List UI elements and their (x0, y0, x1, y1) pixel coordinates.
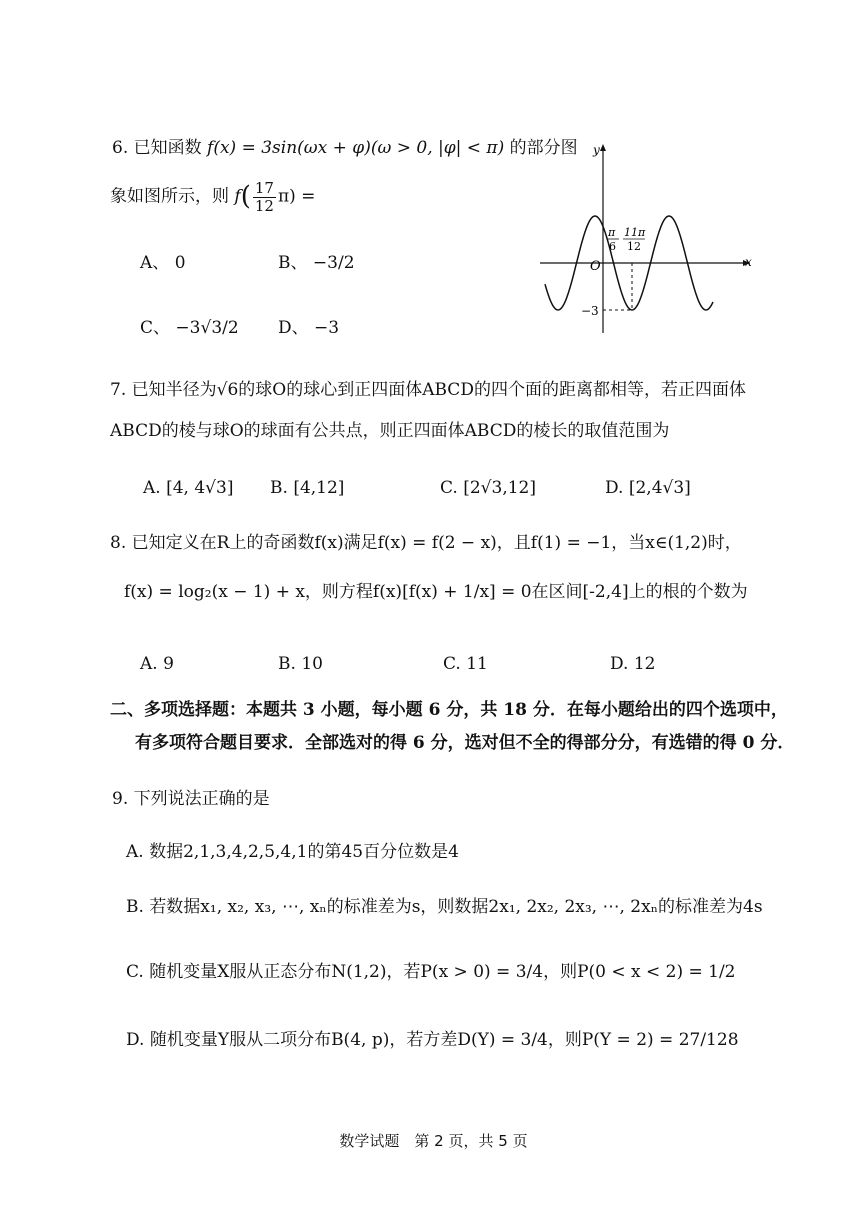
q6-f-symbol: f (234, 186, 241, 207)
q6-option-c[interactable]: C、 −3√3/2 (140, 318, 239, 338)
q9-option-a[interactable]: A. 数据2,1,3,4,2,5,4,1的第45百分位数是4 (126, 842, 459, 862)
page-footer: 数学试题 第 2 页，共 5 页 (339, 1132, 528, 1150)
q6-number: 6. (112, 138, 129, 158)
q7-line1 (110, 380, 746, 400)
q7-number: 7. (110, 380, 127, 400)
q6-option-a[interactable]: A、 0 (140, 253, 186, 273)
y-axis-arrow-icon (600, 144, 606, 151)
q7-option-d[interactable]: D. [2,4√3] (605, 478, 691, 498)
origin-label: O (590, 259, 601, 274)
q8-line2 (124, 582, 748, 602)
q9-text: 下列说法正确的是 (133, 789, 270, 809)
q7-text-line1: 已知半径为√6的球O的球心到正四面体ABCD的四个面的距离都相等，若正四面体 (131, 380, 746, 400)
q6-text-b: 的部分图 (509, 138, 578, 158)
x-axis-label: x (745, 255, 752, 269)
q6-function: f(x) = 3sin(ωx + φ)(ω > 0, |φ| < π) (207, 138, 505, 158)
q8-option-b[interactable]: B. 10 (278, 654, 323, 674)
tick2-num: 11π (624, 226, 646, 239)
q9-option-d[interactable]: D. 随机变量Y服从二项分布B(4, p)，若方差D(Y) = 3/4，则P(Y = 2) = 27/128 (126, 1030, 739, 1050)
q6-line2 (110, 180, 315, 214)
tick1-den: 6 (609, 240, 616, 253)
section2-heading-line1: 二、多项选择题：本题共 3 小题，每小题 6 分，共 18 分．在每小题给出的四个选项中， (110, 700, 788, 720)
q6-sine-graph (535, 138, 760, 338)
q7-line2 (110, 421, 669, 441)
q6-text-a: 已知函数 (133, 138, 202, 158)
q6-option-b[interactable]: B、 −3/2 (278, 253, 355, 273)
q8-option-c[interactable]: C. 11 (443, 654, 488, 674)
q6-option-d[interactable]: D、 −3 (278, 318, 340, 338)
q9-number: 9. (112, 789, 129, 809)
q7-option-c[interactable]: C. [2√3,12] (440, 478, 536, 498)
q7-option-a[interactable]: A. [4, 4√3] (143, 478, 234, 498)
q6-tail: π) = (277, 186, 316, 207)
q8-option-d[interactable]: D. 12 (610, 654, 656, 674)
q7-option-b[interactable]: B. [4,12] (270, 478, 345, 498)
q8-option-a[interactable]: A. 9 (140, 654, 174, 674)
q9-option-b[interactable]: B. 若数据x₁, x₂, x₃, ⋯, xₙ的标准差为s，则数据2x₁, 2x₂, 2x₃, ⋯, 2xₙ的标准差为4s (126, 897, 763, 917)
q9-option-c[interactable]: C. 随机变量X服从正态分布N(1,2)，若P(x > 0) = 3/4，则P(0 < x < 2) = 1/2 (126, 962, 736, 982)
q8-line1 (110, 533, 742, 553)
q9-stem (112, 789, 270, 809)
q8-number: 8. (110, 533, 127, 553)
tick1-num: π (608, 226, 616, 239)
q8-text-line1: 已知定义在R上的奇函数f(x)满足f(x) = f(2 − x)，且f(1) = −1，当x∈(1,2)时， (131, 533, 742, 553)
ymin-label: −3 (581, 304, 599, 318)
q6-argument-fraction: $\frac{17}{12}$ (254, 179, 274, 215)
y-axis-label: y (593, 143, 600, 157)
q6-line1 (112, 138, 578, 158)
tick2-den: 12 (627, 240, 641, 253)
q8-text-line2: f(x) = log₂(x − 1) + x，则方程f(x)[f(x) + 1/x] = 0在区间[-2,4]上的根的个数为 (124, 582, 748, 602)
q7-text-line2: ABCD的棱与球O的球面有公共点，则正四面体ABCD的棱长的取值范围为 (110, 421, 670, 441)
q6-line2-text: 象如图所示，则 (110, 186, 229, 207)
q6-paren-open: ( (240, 181, 251, 212)
section2-heading-line2: 有多项符合题目要求．全部选对的得 6 分，选对但不全的得部分分，有选错的得 0 分． (135, 733, 795, 753)
